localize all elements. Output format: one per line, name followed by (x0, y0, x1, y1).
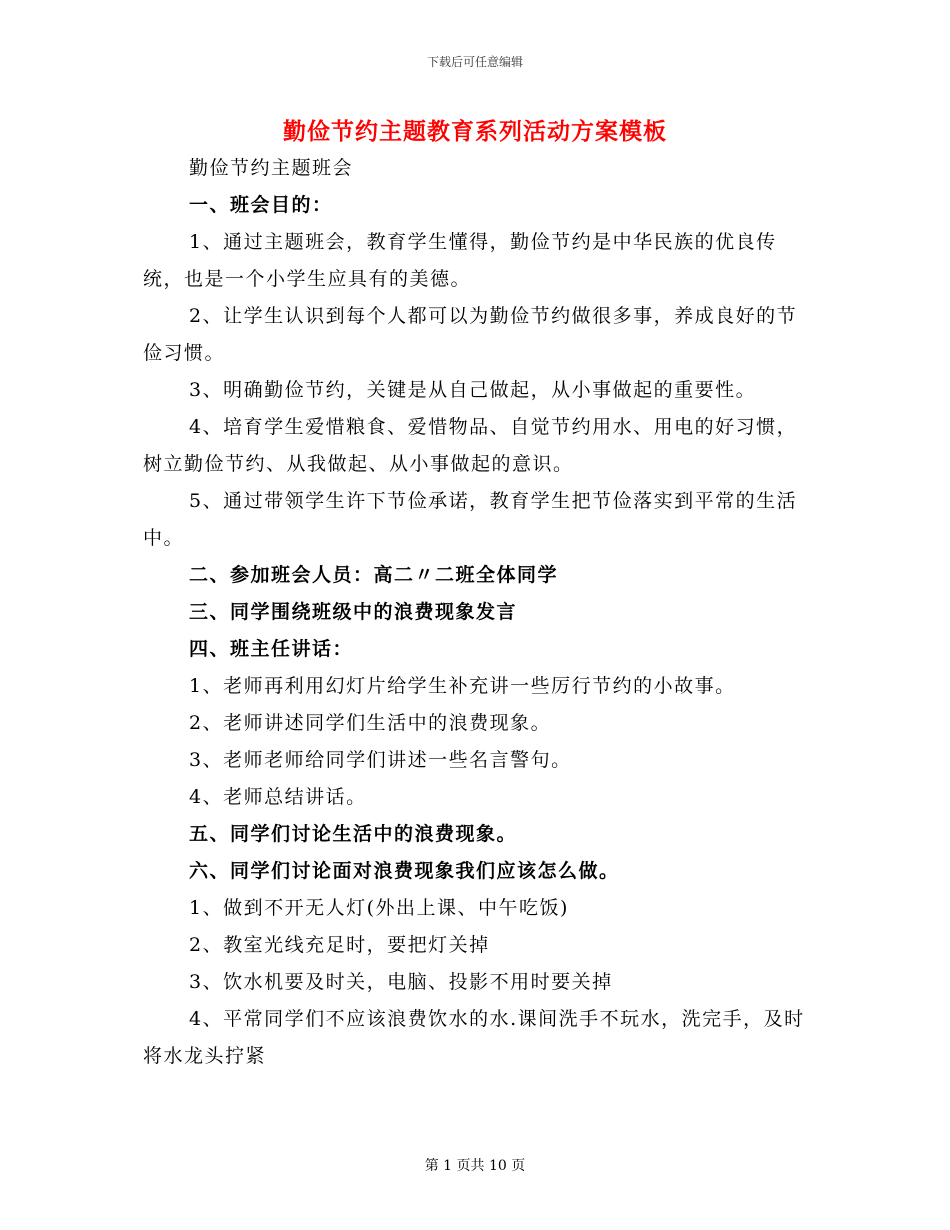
paragraph-13: 4、老师总结讲话。 (189, 786, 367, 808)
page-number-footer: 第 1 页共 10 页 (424, 1158, 526, 1174)
paragraph-0: 勤俭节约主题班会 (189, 157, 354, 179)
paragraph-11: 2、老师讲述同学们生活中的浪费现象。 (189, 712, 552, 734)
paragraph-4: 3、明确勤俭节约，关键是从自己做起，从小事做起的重要性。 (189, 379, 757, 401)
section-heading-2: 二、参加班会人员：高二〃二班全体同学 (189, 564, 559, 586)
section-heading-1: 一、班会目的： (189, 194, 333, 216)
section-heading-5: 五、同学们讨论生活中的浪费现象。 (189, 823, 518, 845)
section-heading-6: 六、同学们讨论面对浪费现象我们应该怎么做。 (189, 860, 620, 882)
section-heading-3: 三、同学围绕班级中的浪费现象发言 (189, 601, 518, 623)
paragraph-6: 5、通过带领学生许下节俭承诺，教育学生把节俭落实到平常的生活中。 (143, 490, 798, 549)
page-header-note: 下载后可任意编辑 (426, 55, 523, 69)
document-title: 勤俭节约主题教育系列活动方案模板 (283, 119, 667, 145)
paragraph-16: 1、做到不开无人灯(外出上课、中午吃饭) (189, 897, 569, 919)
paragraph-18: 3、饮水机要及时关，电脑、投影不用时要关掉 (189, 971, 613, 993)
paragraph-12: 3、老师老师给同学们讲述一些名言警句。 (189, 749, 572, 771)
paragraph-5: 4、培育学生爱惜粮食、爱惜物品、自觉节约用水、用电的好习惯，树立勤俭节约、从我做起、从小事做起的意识。 (143, 416, 798, 475)
document-body (143, 150, 813, 1075)
paragraph-19: 4、平常同学们不应该浪费饮水的水.课间洗手不玩水，洗完手，及时将水龙头拧紧 (143, 1008, 805, 1067)
section-heading-4: 四、班主任讲话： (189, 638, 354, 660)
paragraph-10: 1、老师再利用幻灯片给学生补充讲一些厉行节约的小故事。 (189, 675, 736, 697)
paragraph-2: 1、通过主题班会，教育学生懂得，勤俭节约是中华民族的优良传统，也是一个小学生应具有的美德。 (143, 231, 777, 290)
paragraph-3: 2、让学生认识到每个人都可以为勤俭节约做很多事，养成良好的节俭习惯。 (143, 305, 798, 364)
paragraph-17: 2、教室光线充足时，要把灯关掉 (189, 934, 490, 956)
